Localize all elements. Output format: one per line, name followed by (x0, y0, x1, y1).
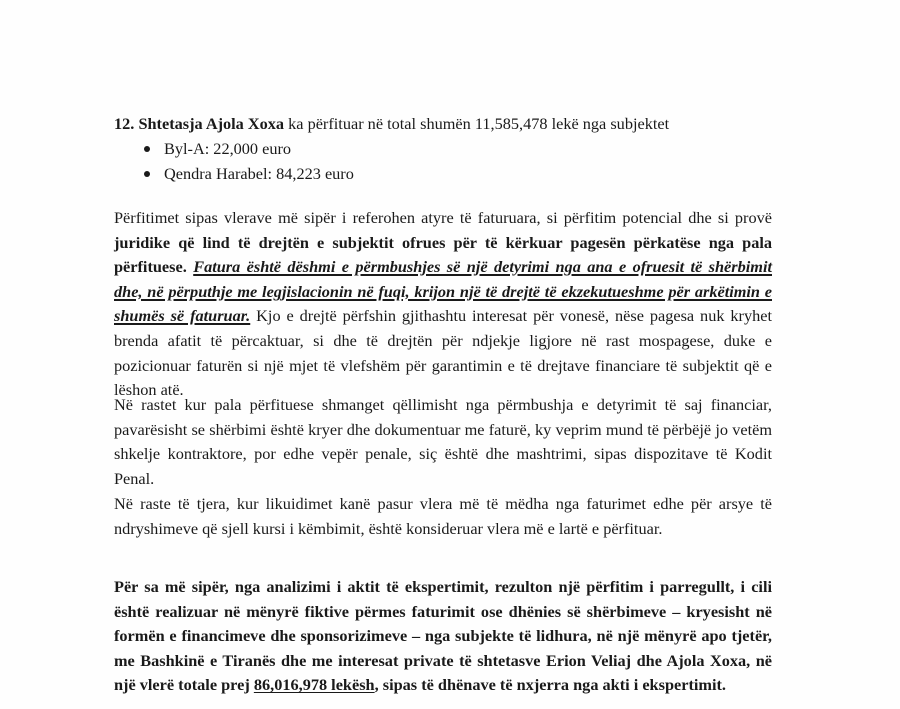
paragraph-criminal-liability (114, 393, 772, 491)
paragraph-text: Në raste të tjera, kur likuidimet kanë pasur vlera më të mëdha nga faturimet edhe për arsye të ndryshimeve që sjell kursi i këmbimit, është konsideruar vlera më e lartë e përfituar. (114, 494, 772, 538)
bullet-list (114, 136, 354, 186)
paragraph-conclusion (114, 575, 772, 698)
total-amount: 86,016,978 lekësh (253, 675, 375, 695)
paragraph-text: Në rastet kur pala përfituese shmanget qëllimisht nga përmbushja e detyrimit të saj financiar, pavarësisht se shërbimi është kryer dhe dokumentuar me faturë, ky veprim mund të përbëjë jo vetëm shkelje kontraktore, por edhe vepër penale, siç është dhe mashtrimi, sipas dispozitave të Kodit Penal. (114, 395, 772, 488)
item-number: 12. (114, 114, 135, 133)
paragraph-emphasized-text: Fatura është dëshmi e përmbushjes së një detyrimi nga ana e ofruesit të shërbimit dhe, në përputhje me legjislacionin në fuqi, krijon një të drejtë të ekzekutueshme për arkëtimin e shumës së faturuar. (114, 257, 772, 326)
paragraph-text: Përfitimet sipas vlerave më sipër i referohen atyre të faturuara, si përfitim potencial dhe si provë (114, 208, 772, 227)
list-item (114, 161, 354, 186)
paragraph-text: Për sa më sipër, nga analizimi i aktit të ekspertimit, rezulton një përfitim i parregullt, i cili është realizuar në mënyrë fiktive përmes faturimit ose dhënies së shërbimeve – kryesisht në formën e financimeve dhe sponsorizimeve – nga subjekte të lidhura, në një mënyrë apo tjetër, me Bashkinë e Tiranës dhe me interesat private të shtetasve Erion Veliaj dhe Ajola Xoxa, në një vlerë totale prej (114, 577, 772, 695)
list-item (114, 136, 354, 161)
list-item-text: Byl-A: 22,000 euro (164, 139, 292, 158)
paragraph-exchange-rate (114, 492, 772, 541)
heading-text: ka përfituar në total shumën 11,585,478 lekë nga subjektet (284, 114, 670, 133)
paragraph-invoice-benefits (114, 206, 772, 403)
paragraph-text: Kjo e drejtë përfshin gjithashtu interesat për vonesë, nëse pagesa nuk kryhet brenda afatit të përcaktuar, si dhe të drejtën për ndjekje ligjore në rast mospagese, duke e pozicionuar faturën si një mjet të vlefshëm për garantimin e të drejtave financiare të subjektit që e lëshon atë. (114, 306, 772, 400)
heading-subject-name: Shtetasja Ajola Xoxa (138, 114, 285, 133)
paragraph-text: , sipas të dhënave të nxjerra nga akti i ekspertimit. (374, 675, 726, 695)
paragraph-bold-text: juridike që lind të drejtën e subjektit ofrues për të kërkuar pagesën përkatëse nga pala përfituese. (114, 232, 772, 277)
bullet-icon (144, 146, 150, 152)
list-item-text: Qendra Harabel: 84,223 euro (164, 164, 354, 183)
bullet-icon (144, 171, 150, 177)
section-heading (114, 112, 874, 137)
